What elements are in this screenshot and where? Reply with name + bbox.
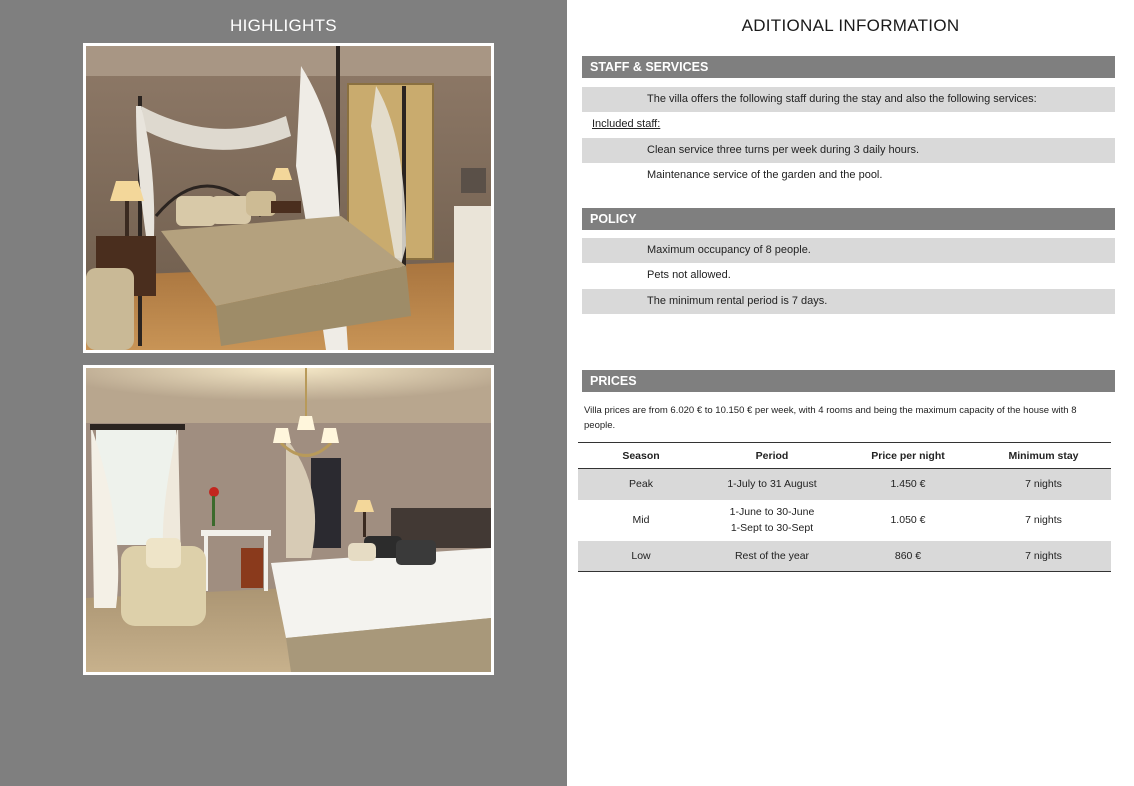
staff-services-header: STAFF & SERVICES — [582, 56, 1115, 78]
prices-table-header-row — [578, 443, 1111, 469]
price-cell: 1.450 € — [840, 469, 976, 500]
additional-info-title: ADITIONAL INFORMATION — [741, 16, 960, 35]
stay-cell: 7 nights — [976, 500, 1111, 541]
bedroom-chandelier-photo — [83, 365, 494, 675]
bedroom-canopy-photo — [83, 43, 494, 353]
policy-header: POLICY — [582, 208, 1115, 230]
prices-table — [578, 442, 1111, 572]
column-header-price: Price per night — [840, 443, 976, 469]
column-header-period: Period — [704, 443, 840, 469]
staff-item-cleaning: Clean service three turns per week during 3 daily hours. — [582, 138, 1115, 163]
staff-item-maintenance: Maintenance service of the garden and the pool. — [582, 163, 1115, 188]
included-staff-label: Included staff: — [582, 112, 1115, 137]
stay-cell: 7 nights — [976, 541, 1111, 572]
period-cell: Rest of the year — [704, 541, 840, 572]
table-row — [578, 541, 1111, 572]
column-header-minimum-stay: Minimum stay — [976, 443, 1111, 469]
prices-intro: Villa prices are from 6.020 € to 10.150 € per week, with 4 rooms and being the maximum capacity of the house with 8 people. — [584, 405, 1077, 431]
period-cell — [704, 500, 840, 541]
policy-item-occupancy: Maximum occupancy of 8 people. — [582, 238, 1115, 263]
highlights-title: HIGHLIGHTS — [230, 16, 337, 35]
season-cell: Mid — [578, 500, 704, 541]
additional-info-panel — [567, 0, 1134, 786]
stay-cell: 7 nights — [976, 469, 1111, 500]
table-row — [578, 469, 1111, 500]
season-cell: Peak — [578, 469, 704, 500]
staff-intro-row: The villa offers the following staff during the stay and also the following services: — [582, 87, 1115, 112]
period-line-2: 1-Sept to 30-Sept — [730, 522, 814, 534]
period-cell: 1-July to 31 August — [704, 469, 840, 500]
price-cell: 1.050 € — [840, 500, 976, 541]
table-row — [578, 500, 1111, 541]
column-header-season: Season — [578, 443, 704, 469]
price-cell: 860 € — [840, 541, 976, 572]
season-cell: Low — [578, 541, 704, 572]
period-line-1: 1-June to 30-June — [729, 506, 815, 518]
policy-item-min-rental: The minimum rental period is 7 days. — [582, 289, 1115, 314]
policy-item-pets: Pets not allowed. — [582, 263, 1115, 288]
prices-header: PRICES — [582, 370, 1115, 392]
